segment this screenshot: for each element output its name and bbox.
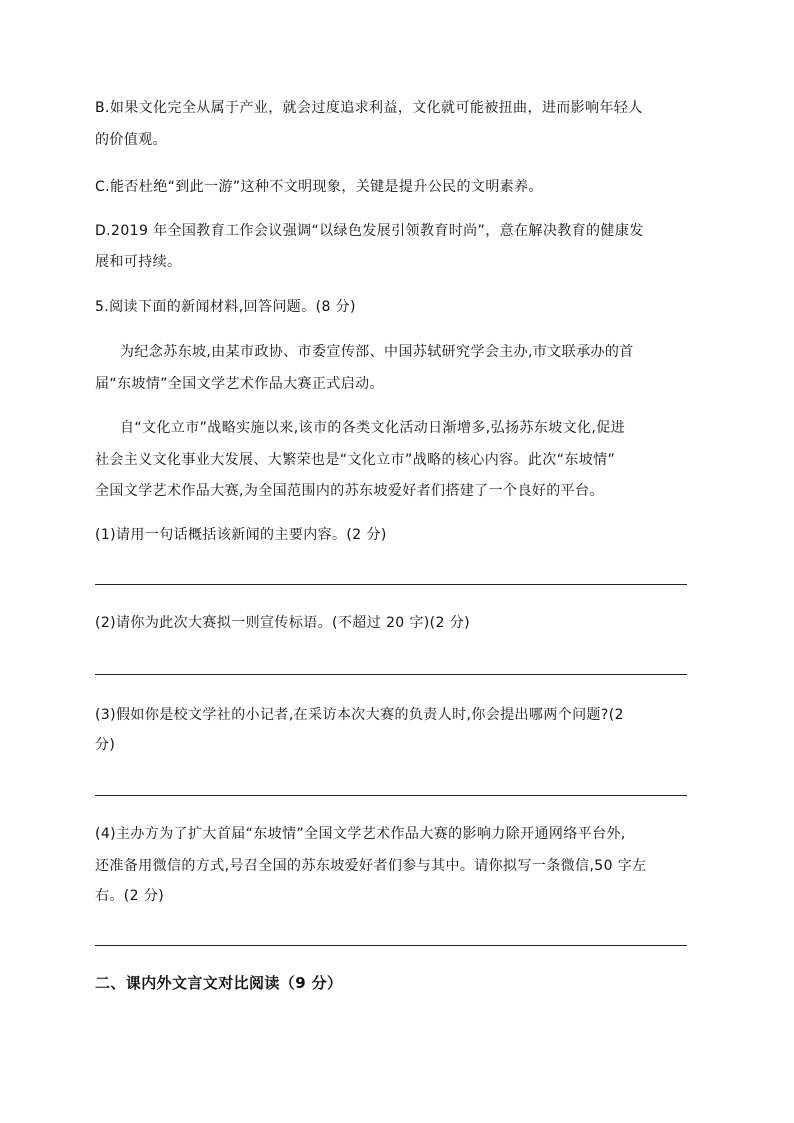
news-paragraph-2-line1: 自“文化立市”战略实施以来,该市的各类文化活动日渐增多,弘扬苏东坡文化,促进 — [120, 420, 626, 436]
news-paragraph-2-line2: 社会主义文化事业大发展、大繁荣也是“文化立市”战略的核心内容。此次“东坡情” — [95, 452, 616, 468]
option-d-line2: 展和可持续。 — [95, 254, 182, 270]
answer-line-3[interactable] — [95, 795, 687, 796]
option-d-line1: D.2019 年全国教育工作会议强调“以绿色发展引领教育时尚”，意在解决教育的健康发 — [95, 223, 644, 239]
news-paragraph-1-line1: 为纪念苏东坡,由某市政协、市委宣传部、中国苏轼研究学会主办,市文联承办的首 — [120, 344, 634, 360]
section-2-heading: 二、课内外文言文对比阅读（9 分） — [95, 974, 343, 992]
option-c: C.能否杜绝“到此一游”这种不文明现象，关键是提升公民的文明素养。 — [95, 179, 543, 195]
answer-line-4[interactable] — [95, 945, 687, 946]
answer-line-1[interactable] — [95, 584, 687, 585]
sub-question-1: (1)请用一句话概括该新闻的主要内容。(2 分) — [95, 527, 387, 543]
news-paragraph-1-line2: 届“东坡情”全国文学艺术作品大赛正式启动。 — [95, 376, 384, 392]
sub-question-4-line2: 还准备用微信的方式,号召全国的苏东坡爱好者们参与其中。请你拟写一条微信,50 字左 — [95, 858, 647, 874]
sub-question-4-line3: 右。(2 分) — [95, 888, 165, 904]
answer-line-2[interactable] — [95, 674, 687, 675]
sub-question-2: (2)请你为此次大赛拟一则宣传标语。(不超过 20 字)(2 分) — [95, 615, 470, 631]
sub-question-3-line1: (3)假如你是校文学社的小记者,在采访本次大赛的负责人时,你会提出哪两个问题?(2 — [95, 707, 624, 723]
option-b-line2: 的价值观。 — [95, 132, 167, 148]
question-5-title: 5.阅读下面的新闻材料,回答问题。(8 分) — [95, 299, 356, 315]
sub-question-4-line1: (4)主办方为了扩大首届“东坡情”全国文学艺术作品大赛的影响力除开通网络平台外, — [95, 826, 626, 842]
news-paragraph-2-line3: 全国文学艺术作品大赛,为全国范围内的苏东坡爱好者们搭建了一个良好的平台。 — [95, 483, 604, 499]
sub-question-3-line2: 分) — [95, 737, 116, 753]
option-b-line1: B.如果文化完全从属于产业，就会过度追求利益，文化就可能被扭曲，进而影响年轻人 — [95, 100, 643, 116]
